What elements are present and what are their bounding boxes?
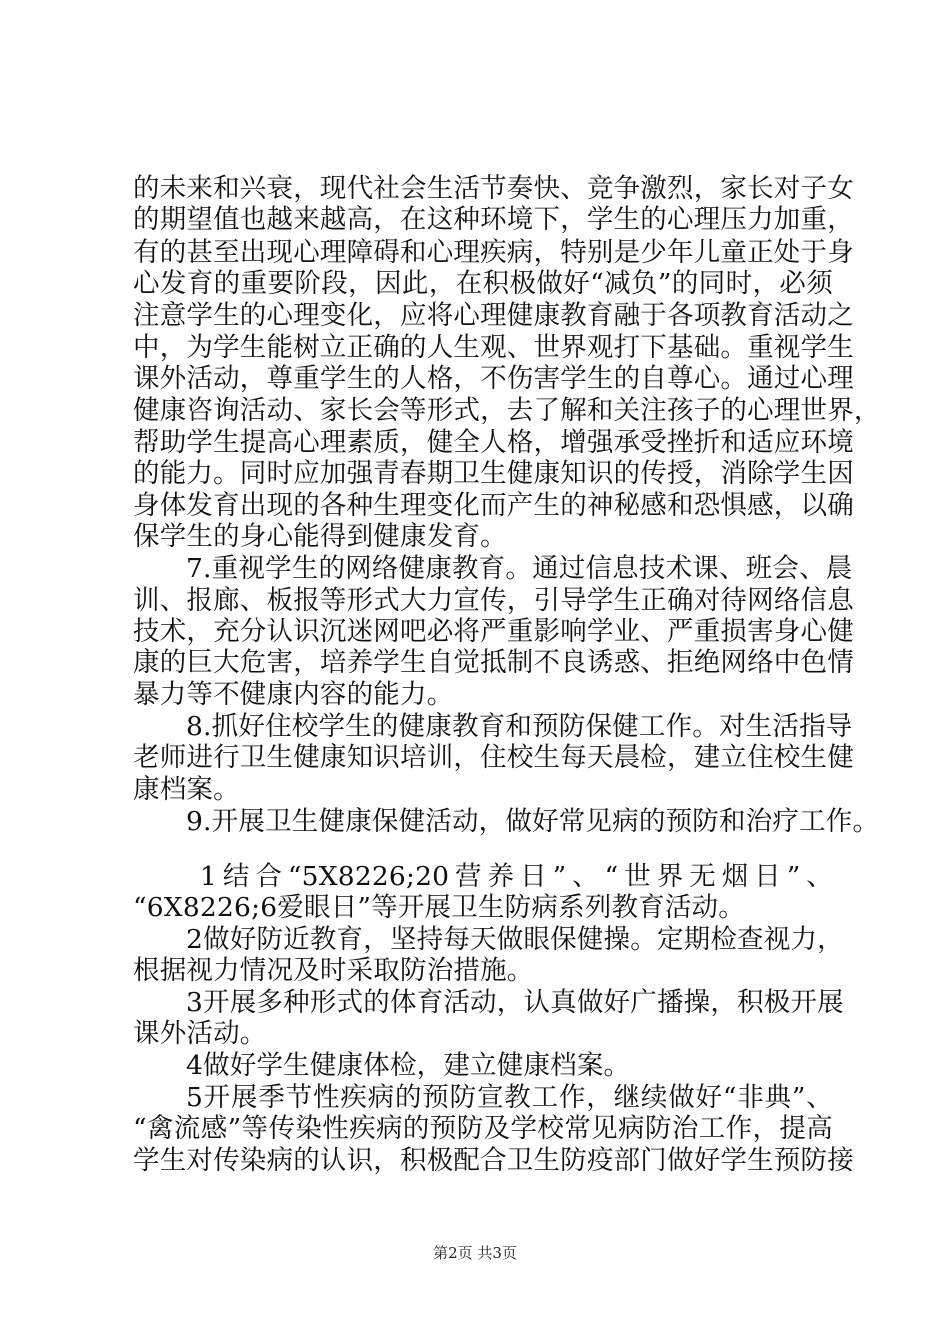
body-text-line: 保学生的身心能得到健康发育。	[133, 521, 507, 552]
body-text-line: 康档案。	[133, 774, 240, 805]
sub-item-3: 3开展多种形式的体育活动，认真做好广播操，积极开展	[186, 987, 844, 1018]
body-text-line: 康的巨大危害，培养学生自觉抵制不良诱惑、拒绝网络中色情	[133, 647, 854, 678]
body-text-line: 暴力等不健康内容的能力。	[133, 679, 454, 710]
body-text-line: 课外活动，尊重学生的人格，不伤害学生的自尊心。通过心理	[133, 363, 854, 394]
body-text-line: “6X8226;6爱眼日”等开展卫生防病系列教育活动。	[133, 892, 745, 923]
paragraph-item-7: 7.重视学生的网络健康教育。通过信息技术课、班会、晨	[186, 553, 853, 584]
body-text-line: 健康咨询活动、家长会等形式，去了解和关注孩子的心理世界，	[133, 395, 881, 426]
paragraph-item-9: 9.开展卫生健康保健活动，做好常见病的预防和治疗工作。	[186, 806, 880, 837]
body-text-line: 注意学生的心理变化，应将心理健康教育融于各项教育活动之	[133, 300, 854, 331]
sub-item-4: 4做好学生健康体检，建立健康档案。	[186, 1050, 631, 1081]
sub-item-2: 2做好防近教育，坚持每天做眼保健操。定期检查视力，	[186, 924, 844, 955]
body-text-line: 中，为学生能树立正确的人生观、世界观打下基础。重视学生	[133, 332, 854, 363]
body-text-line: 老师进行卫生健康知识培训，住校生每天晨检，建立住校生健	[133, 742, 854, 773]
body-text-line: 技术，充分认识沉迷网吧必将严重影响学业、严重损害身心健	[133, 616, 854, 647]
sub-item-1: 1结合“5X8226;20营养日”、“世界无烟日”、	[200, 861, 833, 892]
sub-item-5: 5开展季节性疾病的预防宣教工作，继续做好“非典”、	[186, 1082, 833, 1113]
body-text-line: 根据视力情况及时采取防治措施。	[133, 955, 534, 986]
body-text-line: 训、报廊、板报等形式大力宣传，引导学生正确对待网络信息	[133, 585, 854, 616]
body-text-line: “禽流感”等传染性疾病的预防及学校常见病防治工作，提高	[133, 1113, 833, 1144]
body-text-line: 学生对传染病的认识，积极配合卫生防疫部门做好学生预防接	[133, 1145, 854, 1176]
body-text-line: 课外活动。	[133, 1018, 267, 1049]
page-number-footer: 第2页 共3页	[433, 1244, 517, 1262]
body-text-line: 的未来和兴衰，现代社会生活节奏快、竞争激烈，家长对子女	[133, 173, 854, 204]
paragraph-item-8: 8.抓好住校学生的健康教育和预防保健工作。对生活指导	[186, 711, 853, 742]
body-text-line: 的期望值也越来越高，在这种环境下，学生的心理压力加重，	[133, 204, 854, 235]
body-text-line: 心发育的重要阶段，因此，在积极做好“减负”的同时，必须	[133, 268, 833, 299]
body-text-line: 帮助学生提高心理素质，健全人格，增强承受挫折和适应环境	[133, 427, 854, 458]
body-text-line: 身体发育出现的各种生理变化而产生的神秘感和恐惧感，以确	[133, 490, 854, 521]
body-text-line: 有的甚至出现心理障碍和心理疾病，特别是少年儿童正处于身	[133, 237, 854, 268]
body-text-line: 的能力。同时应加强青春期卫生健康知识的传授，消除学生因	[133, 458, 854, 489]
